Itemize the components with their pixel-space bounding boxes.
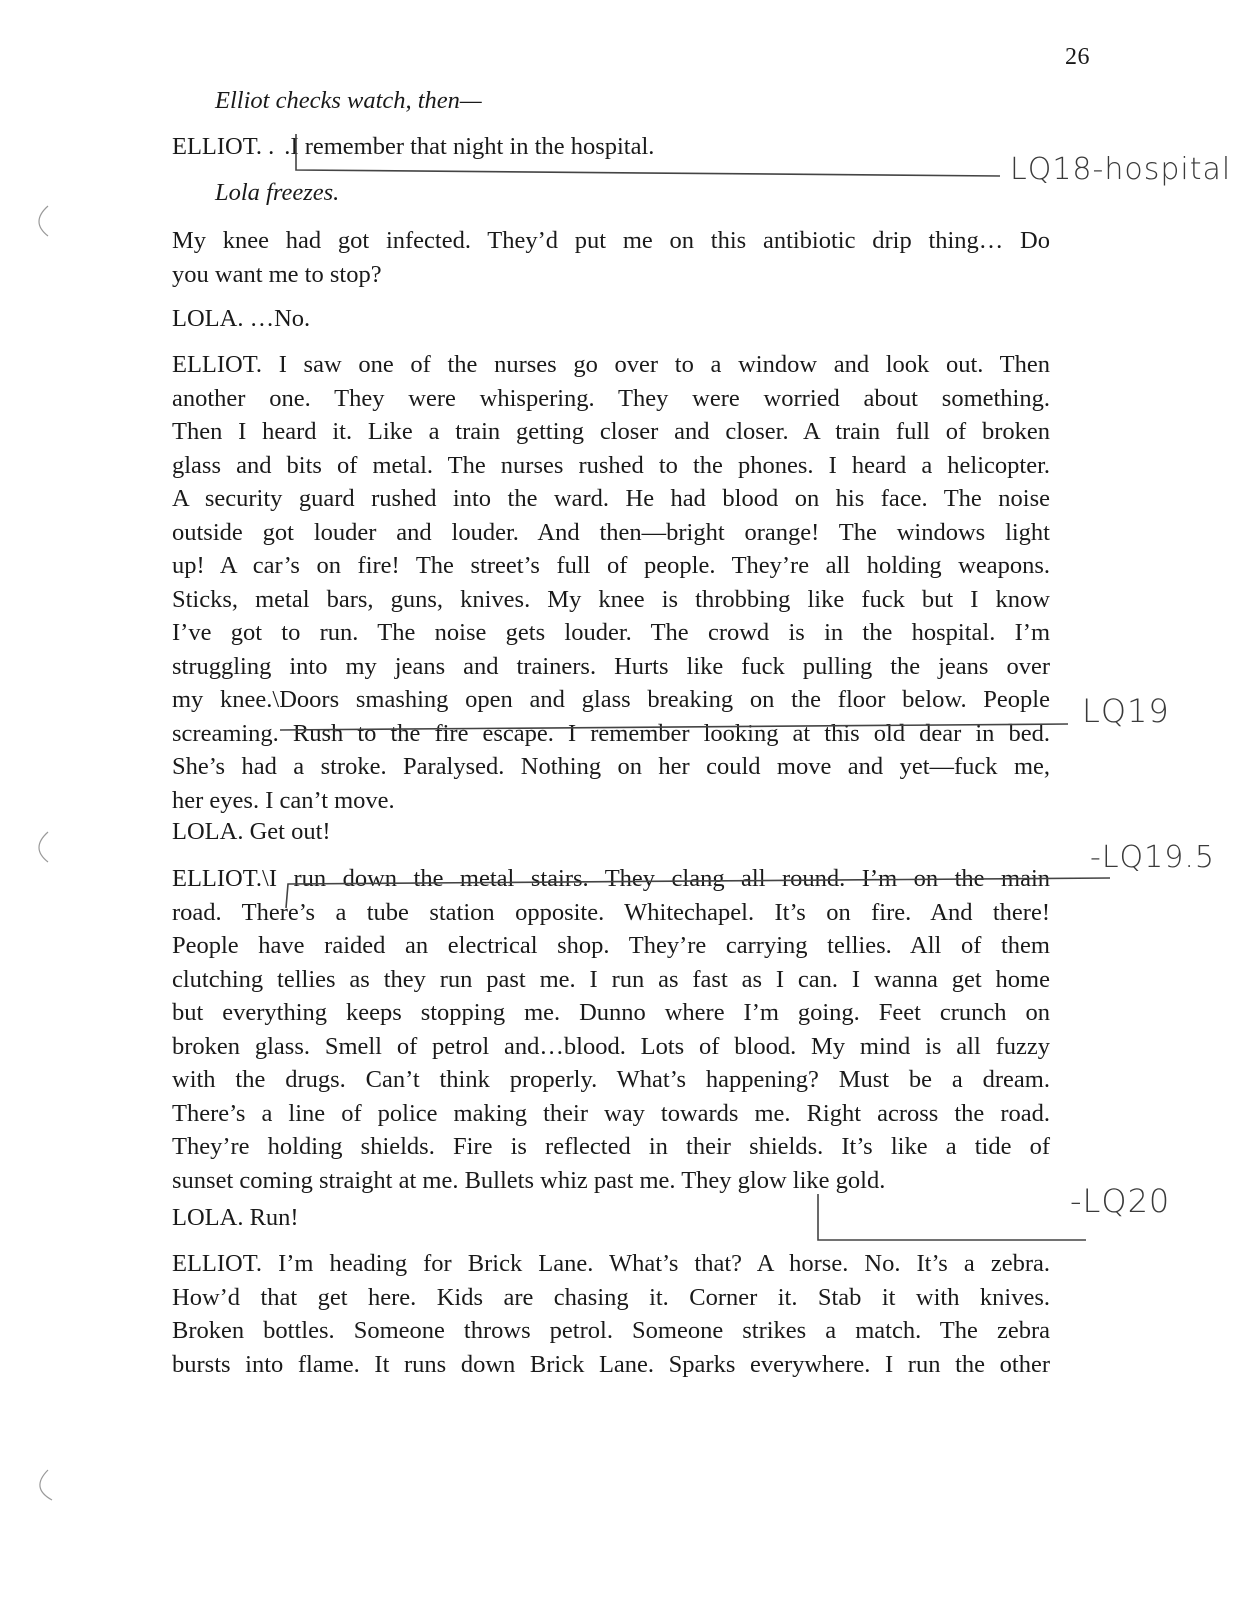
paragraph-metal-stairs [172, 862, 1050, 1197]
text-line: She’s had a stroke. Paralysed. Nothing on her could move and yet—fuck me, [172, 753, 1050, 780]
lola-line-run: LOLA. Run! [172, 1204, 299, 1231]
annotation-lq18: LQ18-hospital [1010, 152, 1232, 187]
lola-line-get-out: LOLA. Get out! [172, 818, 331, 845]
text-line: ELLIOT. I saw one of the nurses go over to a window and look out. Then [172, 351, 1050, 378]
text-line: clutching tellies as they run past me. I run as fast as I can. I wanna get home [172, 965, 1050, 993]
margin-mark [40, 1470, 52, 1500]
margin-mark [39, 832, 48, 862]
text-line: Broken bottles. Someone throws petrol. Someone strikes a match. The zebra [172, 1317, 1050, 1344]
stage-direction-freeze: Lola freezes. [215, 179, 340, 206]
text-line: my knee.\Doors smashing open and glass breaking on the floor below. People [172, 686, 1050, 713]
annotation-lq19: LQ19 [1082, 692, 1170, 730]
text-line: ELLIOT. I’m heading for Brick Lane. What’s that? A horse. No. It’s a zebra. [172, 1250, 1050, 1277]
text-line: Then I heard it. Like a train getting closer and closer. A train full of broken [172, 418, 1050, 445]
text-line: Sticks, metal bars, guns, knives. My knee is throbbing like fuck but I know [172, 585, 1050, 613]
lola-line-no: LOLA. …No. [172, 305, 311, 332]
page-number: 26 [1065, 44, 1090, 70]
text-line: up! A car’s on fire! The street’s full of people. They’re all holding weapons. [172, 552, 1050, 579]
text-line: People have raided an electrical shop. They’re carrying tellies. All of them [172, 932, 1050, 959]
text-line: you want me to stop? [172, 260, 382, 288]
text-line: her eyes. I can’t move. [172, 786, 395, 814]
text-line: My knee had got infected. They’d put me on this antibiotic drip thing… Do [172, 227, 1050, 254]
text-line: outside got louder and louder. And then—bright orange! The windows light [172, 518, 1050, 546]
text-line: ELLIOT.\I run down the metal stairs. They clang all round. I’m on the main [172, 865, 1050, 892]
paragraph-brick-lane [172, 1247, 1050, 1381]
text-line: I’ve got to run. The noise gets louder. The crowd is in the hospital. I’m [172, 619, 1050, 646]
text-line: road. There’s a tube station opposite. Whitechapel. It’s on fire. And there! [172, 898, 1050, 926]
text-line: struggling into my jeans and trainers. Hurts like fuck pulling the jeans over [172, 652, 1050, 680]
text-line: bursts into flame. It runs down Brick Lane. Sparks everywhere. I run the other [172, 1350, 1050, 1378]
paragraph-hospital-riot [172, 348, 1050, 817]
text-line: How’d that get here. Kids are chasing it. Corner it. Stab it with knives. [172, 1283, 1050, 1311]
annotation-lq20: -LQ20 [1070, 1182, 1171, 1220]
text-line: screaming. Rush to the fire escape. I remember looking at this old dear in bed. [172, 719, 1050, 747]
text-line: broken glass. Smell of petrol and…blood. Lots of blood. My mind is all fuzzy [172, 1032, 1050, 1060]
text-line: but everything keeps stopping me. Dunno where I’m going. Feet crunch on [172, 999, 1050, 1026]
text-line: A security guard rushed into the ward. He had blood on his face. The noise [172, 485, 1050, 512]
text-line: another one. They were whispering. They were worried about something. [172, 384, 1050, 412]
stage-direction-watch: Elliot checks watch, then— [215, 87, 482, 114]
paragraph-infected-knee [172, 224, 1050, 291]
annotation-lq19-5: -LQ19.5 [1090, 840, 1215, 875]
elliot-line-speaker: ELLIOT. . [172, 133, 275, 160]
text-line: They’re holding shields. Fire is reflected in their shields. It’s like a tide of [172, 1133, 1050, 1160]
text-line: sunset coming straight at me. Bullets whiz past me. They glow like gold. [172, 1166, 886, 1194]
text-line: glass and bits of metal. The nurses rushed to the phones. I heard a helicopter. [172, 451, 1050, 479]
text-line: with the drugs. Can’t think properly. What’s happening? Must be a dream. [172, 1066, 1050, 1093]
margin-mark [39, 206, 48, 236]
elliot-line-hospital [172, 130, 1052, 164]
elliot-line-text: .I remember that night in the hospital. [284, 133, 655, 160]
text-line: There’s a line of police making their way towards me. Right across the road. [172, 1099, 1050, 1127]
